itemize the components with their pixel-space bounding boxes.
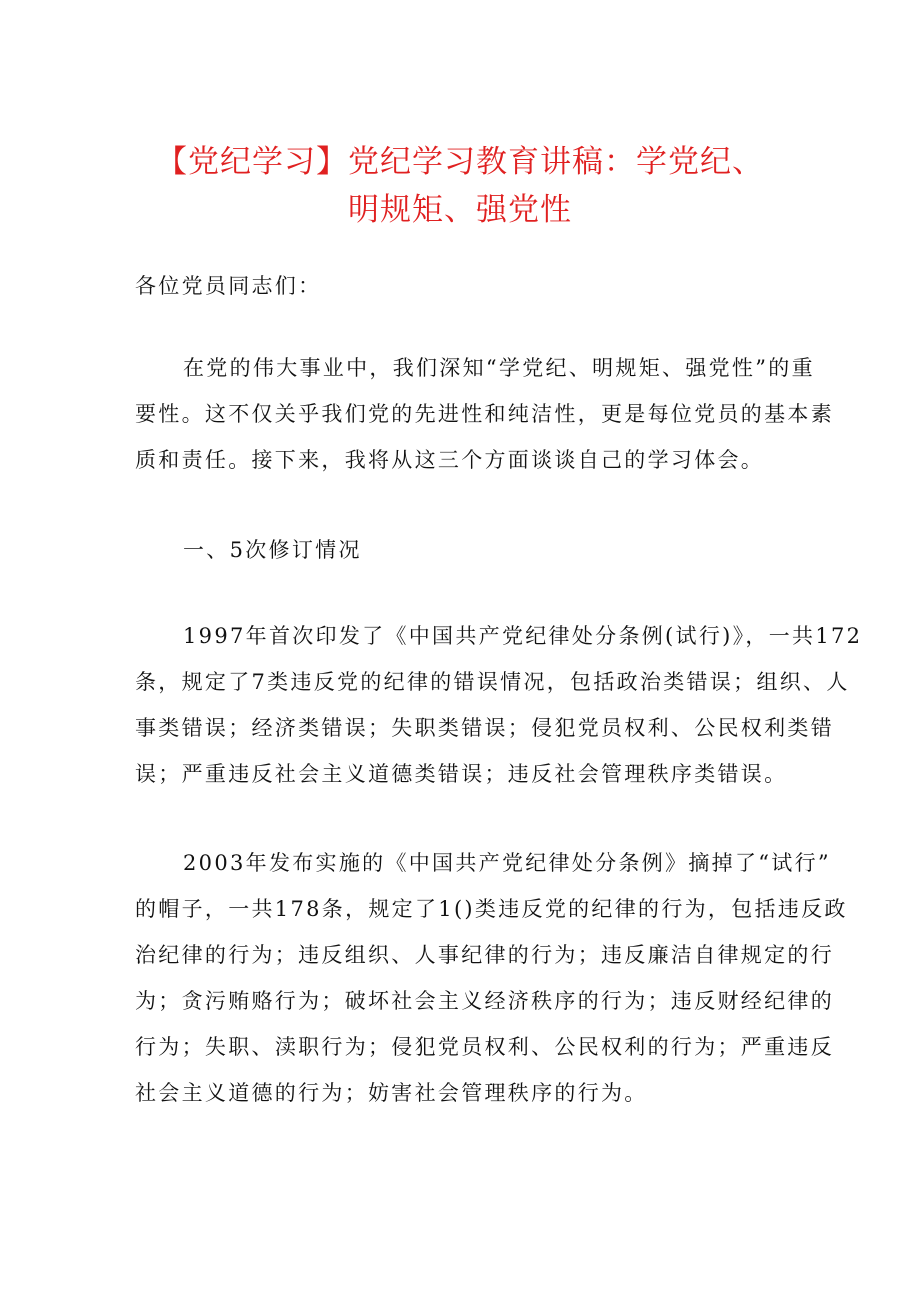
para-2003-line-6: 社会主义道德的行为；妨害社会管理秩序的行为。 — [135, 1081, 648, 1105]
para-2003-line-1: 2003年发布实施的《中国共产党纪律处分条例》摘掉了“试行” — [183, 851, 831, 875]
para-2003-line-5: 行为；失职、渎职行为；侵犯党员权利、公民权利的行为；严重违反 — [135, 1035, 834, 1059]
para-1997-line-3: 事类错误；经济类错误；失职类错误；侵犯党员权利、公民权利类错 — [135, 716, 834, 740]
paragraph-1997 — [135, 613, 863, 797]
para-1997-line-4: 误；严重违反社会主义道德类错误；违反社会管理秩序类错误。 — [135, 762, 788, 786]
para-2003-line-4: 为；贪污贿赂行为；破坏社会主义经济秩序的行为；违反财经纪律的 — [135, 989, 834, 1013]
salutation-text: 各位党员同志们： — [135, 274, 322, 298]
intro-paragraph — [135, 345, 834, 483]
intro-line-1: 在党的伟大事业中，我们深知“学党纪、明规矩、强党性”的重 — [183, 356, 815, 380]
section-heading — [135, 527, 797, 573]
document-title — [130, 138, 790, 234]
salutation — [135, 263, 797, 309]
para-2003-line-3: 治纪律的行为；违反组织、人事纪律的行为；违反廉洁自律规定的行 — [135, 943, 834, 967]
intro-line-2: 要性。这不仅关乎我们党的先进性和纯洁性，更是每位党员的基本素 — [135, 402, 834, 426]
title-line-2: 明规矩、强党性 — [348, 192, 572, 228]
para-1997-line-1: 1997年首次印发了《中国共产党纪律处分条例(试行)》，一共172 — [183, 624, 863, 648]
intro-line-3: 质和责任。接下来，我将从这三个方面谈谈自己的学习体会。 — [135, 448, 765, 472]
para-2003-line-2: 的帽子，一共178条，规定了1()类违反党的纪律的行为，包括违反政 — [135, 897, 848, 921]
para-1997-line-2: 条，规定了7类违反党的纪律的错误情况，包括政治类错误；组织、人 — [135, 670, 850, 694]
paragraph-2003 — [135, 840, 848, 1116]
section-heading-text: 一、5次修订情况 — [183, 538, 362, 562]
title-line-1: 【党纪学习】党纪学习教育讲稿：学党纪、 — [156, 144, 764, 180]
